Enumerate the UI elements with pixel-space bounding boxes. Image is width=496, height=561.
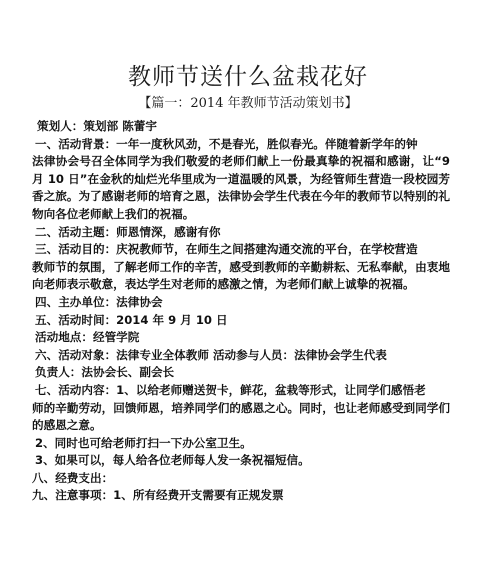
purpose-text: 教师节的氛围，了解老师工作的辛苦，感受到教师的辛勤耕耘、无私奉献，由衷地向老师表示敬意，表达学生对老师的感激之情，为老师们献上诚挚的祝福。 — [32, 259, 450, 292]
theme-line: 二、活动主题：师恩情深，感谢有你 — [35, 224, 221, 239]
content-text: 师的辛勤劳动，回馈师恩，培养同学们的感恩之心。同时，也让老师感受到同学们的感恩之意。 — [32, 400, 450, 433]
time-line: 五、活动时间：2014 年 9 月 10 日 — [35, 312, 228, 327]
background-heading: 一、活动背景：一年一度秋风劲，不是春光，胜似春光。伴随着新学年的钟 — [35, 136, 418, 151]
purpose-heading: 三、活动目的：庆祝教师节，在师生之间搭建沟通交流的平台，在学校营造 — [35, 242, 418, 257]
planner-line: 策划人：策划部 陈蕾宇 — [37, 119, 157, 133]
content-item-3: 3、如果可以，每人给各位老师每人发一条祝福短信。 — [35, 453, 310, 468]
document-title: 教师节送什么盆栽花好 — [128, 64, 368, 90]
content-item-2: 2、同时也可给老师打扫一下办公室卫生。 — [35, 435, 252, 450]
location-line: 活动地点：经管学院 — [35, 330, 140, 345]
responsible-line: 负责人：法协会长、副会长 — [35, 365, 175, 380]
organizer-line: 四、主办单位：法律协会 — [35, 294, 163, 309]
content-heading: 七、活动内容：1、以给老师赠送贺卡，鲜花，盆栽等形式，让同学们感悟老 — [35, 382, 426, 397]
background-text: 法律协会号召全体同学为我们敬爱的老师们献上一份最真挚的祝福和感谢，让“9 月 10 日”在金秋的灿烂光华里成为一道温暖的风景，为经管师生营造一段校园芳香之旅。为了感谢老师的培育之恩，法律协会学生代表在今年的教师节以特别的礼物向各位老师献上我们的祝福。 — [32, 154, 450, 221]
expense-heading: 八、经费支出： — [32, 470, 114, 485]
document-body — [32, 118, 450, 505]
document-subtitle: 【篇一：2014 年教师节活动策划书】 — [138, 96, 358, 111]
notes-line: 九、注意事项：1、所有经费开支需要有正规发票 — [32, 488, 284, 503]
target-line: 六、活动对象：法律专业全体教师 活动参与人员：法律协会学生代表 — [35, 347, 387, 362]
